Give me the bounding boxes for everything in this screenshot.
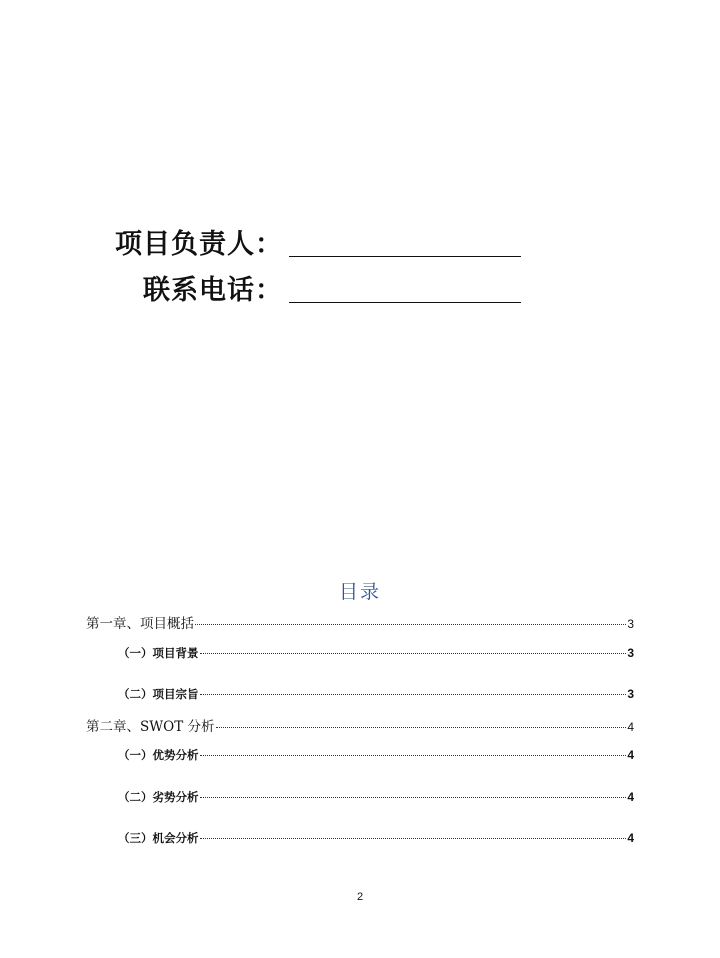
toc-entry-text: 第一章、项目概括 (86, 616, 194, 632)
toc-leader-dots (216, 727, 627, 728)
toc-entry-text: （二）劣势分析 (118, 790, 199, 804)
toc-entry-text: 第二章、SWOT 分析 (86, 719, 215, 735)
toc-leader-dots (200, 797, 627, 798)
toc-entry-text: （一）项目背景 (118, 646, 199, 660)
toc-entry-page: 3 (627, 646, 634, 660)
project-lead-field (115, 222, 521, 261)
toc-entry-page: 4 (627, 720, 634, 734)
toc-title: 目录 (338, 581, 381, 603)
toc-entry-text: （二）项目宗旨 (118, 687, 199, 701)
phone-blank-line (289, 302, 521, 303)
toc-leader-dots (200, 653, 627, 654)
toc-entry-background[interactable] (118, 645, 634, 661)
toc-leader-dots (195, 624, 626, 625)
project-lead-label: 项目负责人： (115, 229, 283, 260)
toc-leader-dots (200, 694, 627, 695)
toc-entry-strengths[interactable] (118, 747, 634, 763)
phone-label: 联系电话： (143, 275, 283, 306)
toc-leader-dots (200, 755, 627, 756)
toc-entry-chapter-1[interactable] (86, 612, 634, 632)
toc-entry-weaknesses[interactable] (118, 789, 634, 805)
toc-entry-page: 3 (627, 687, 634, 701)
toc-entry-text: （三）机会分析 (118, 831, 199, 845)
page-number: 2 (356, 891, 364, 903)
toc-entry-page: 3 (627, 617, 634, 631)
toc-entry-chapter-2[interactable] (86, 715, 634, 735)
toc-entry-page: 4 (627, 790, 634, 804)
project-lead-blank-line (289, 256, 521, 257)
toc-entry-page: 4 (627, 831, 634, 845)
toc-entry-opportunities[interactable] (118, 830, 634, 846)
toc-entry-purpose[interactable] (118, 686, 634, 702)
toc-entry-page: 4 (627, 748, 634, 762)
toc-entry-text: （一）优势分析 (118, 748, 199, 762)
toc-leader-dots (200, 838, 627, 839)
phone-field (143, 268, 521, 307)
